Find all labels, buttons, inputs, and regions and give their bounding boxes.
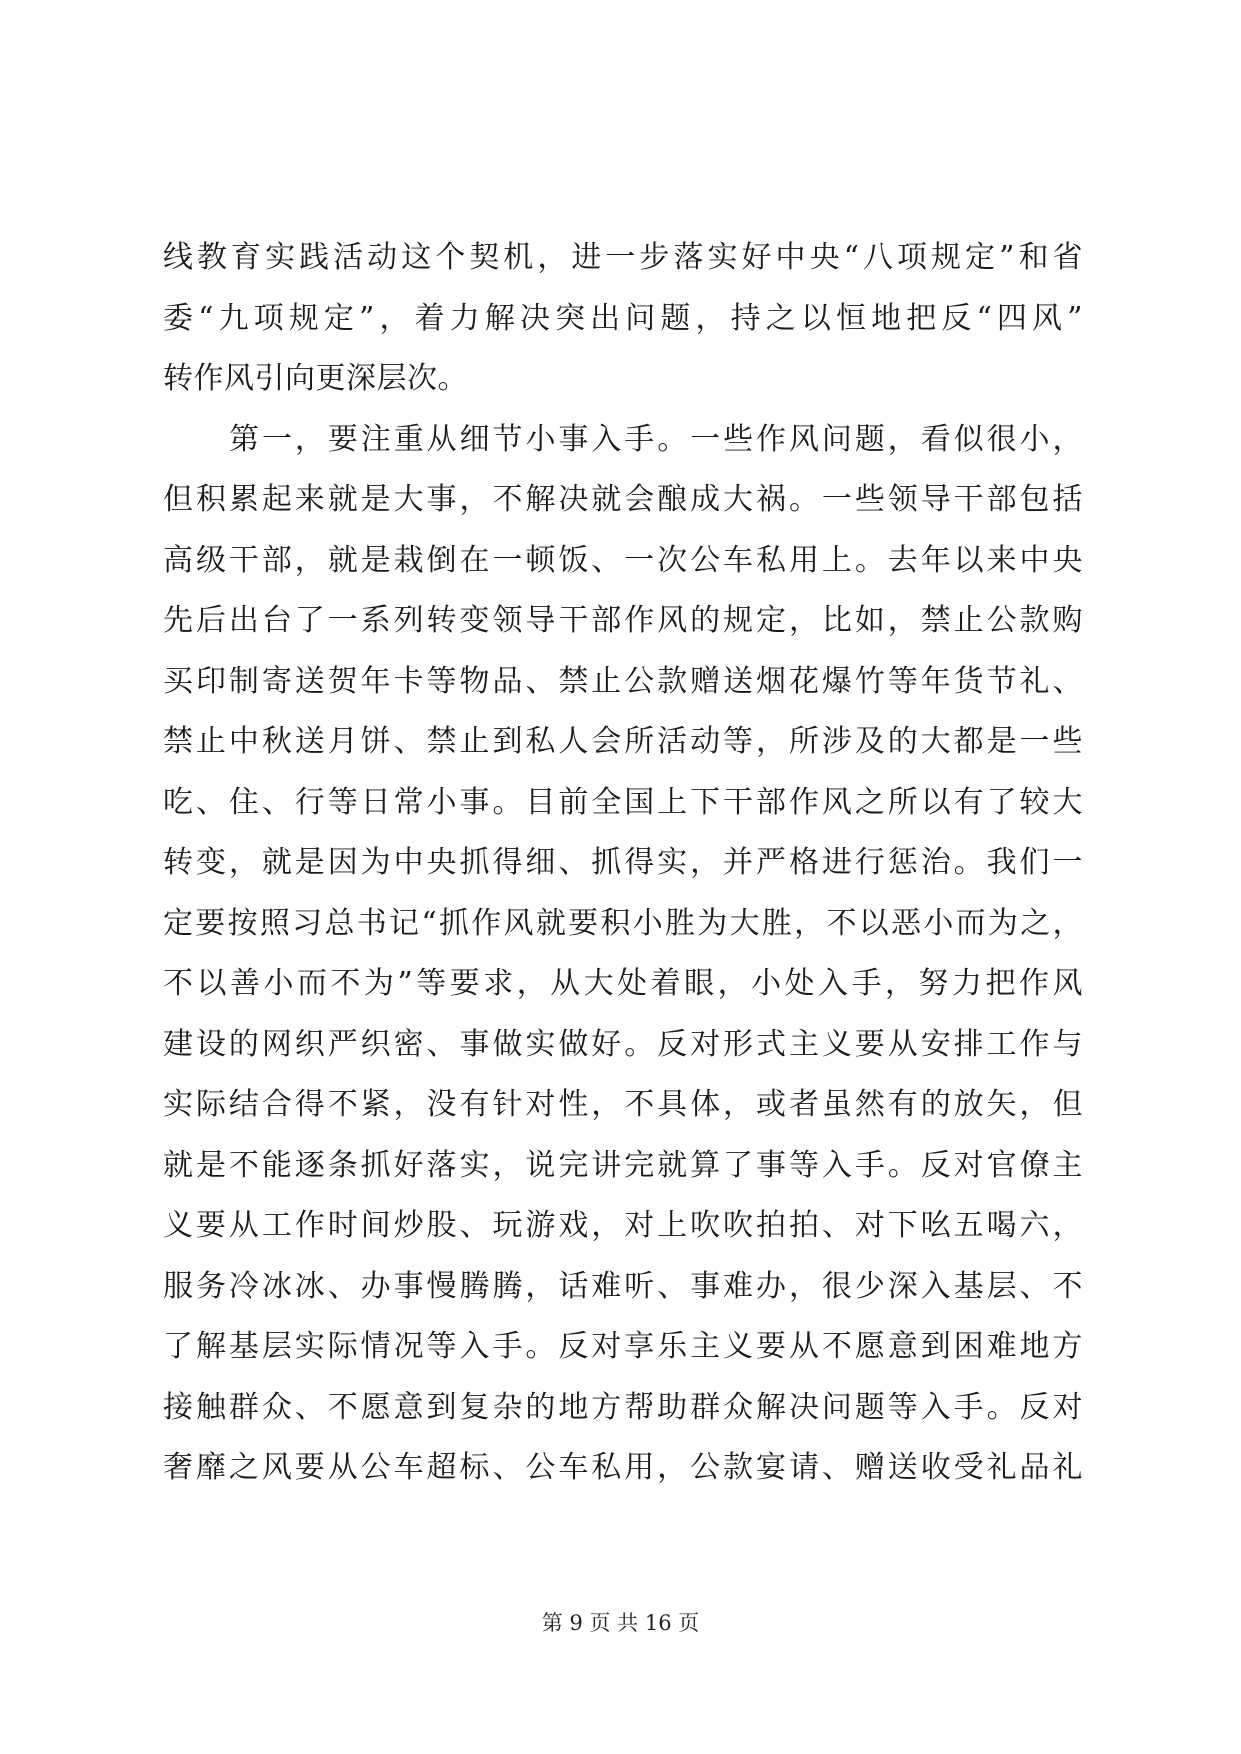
text-line: 线教育实践活动这个契机，进一步落实好中央“八项规定”和省 (163, 240, 1083, 275)
text-line: 吃、住、行等日常小事。目前全国上下干部作风之所以有了较大 (163, 784, 1083, 820)
paragraph (163, 410, 1083, 1499)
text-line: 委“九项规定”，着力解决突出问题，持之以恒地把反“四风” (163, 300, 1083, 336)
text-line: 接触群众、不愿意到复杂的地方帮助群众解决问题等入手。反对 (163, 1389, 1083, 1425)
text-line: 但积累起来就是大事，不解决就会酿成大祸。一些领导干部包括 (163, 482, 1083, 517)
text-line: 服务冷冰冰、办事慢腾腾，话难听、事难办，很少深入基层、不 (163, 1268, 1083, 1304)
text-line: 定要按照习总书记“抓作风就要积小胜为大胜，不以恶小而为之， (163, 905, 1083, 941)
text-line: 第一，要注重从细节小事入手。一些作风问题，看似很小， (229, 421, 1083, 457)
text-line: 就是不能逐条抓好落实，说完讲完就算了事等入手。反对官僚主 (163, 1147, 1083, 1183)
text-line: 转作风引向更深层次。 (163, 361, 468, 396)
text-line: 不以善小而不为”等要求，从大处着眼，小处入手，努力把作风 (163, 966, 1083, 1001)
text-line: 转变，就是因为中央抓得细、抓得实，并严格进行惩治。我们一 (163, 845, 1083, 880)
document-body (163, 228, 1083, 1499)
text-line: 禁止中秋送月饼、禁止到私人会所活动等，所涉及的大都是一些 (163, 724, 1083, 759)
text-line: 实际结合得不紧，没有针对性，不具体，或者虽然有的放矢，但 (163, 1087, 1083, 1122)
text-line: 先后出台了一系列转变领导干部作风的规定，比如，禁止公款购 (163, 603, 1083, 638)
text-line: 了解基层实际情况等入手。反对享乐主义要从不愿意到困难地方 (163, 1329, 1083, 1364)
page-number-footer: 第 9 页 共 16 页 (541, 1611, 700, 1635)
paragraph (163, 228, 1083, 410)
text-line: 义要从工作时间炒股、玩游戏，对上吹吹拍拍、对下吆五喝六， (163, 1208, 1083, 1243)
text-line: 高级干部，就是栽倒在一顿饭、一次公车私用上。去年以来中央 (163, 542, 1083, 578)
text-line: 奢靡之风要从公车超标、公车私用，公款宴请、赠送收受礼品礼 (163, 1450, 1083, 1485)
text-line: 建设的网织严织密、事做实做好。反对形式主义要从安排工作与 (163, 1026, 1083, 1062)
text-line: 买印制寄送贺年卡等物品、禁止公款赠送烟花爆竹等年货节礼、 (163, 663, 1083, 699)
